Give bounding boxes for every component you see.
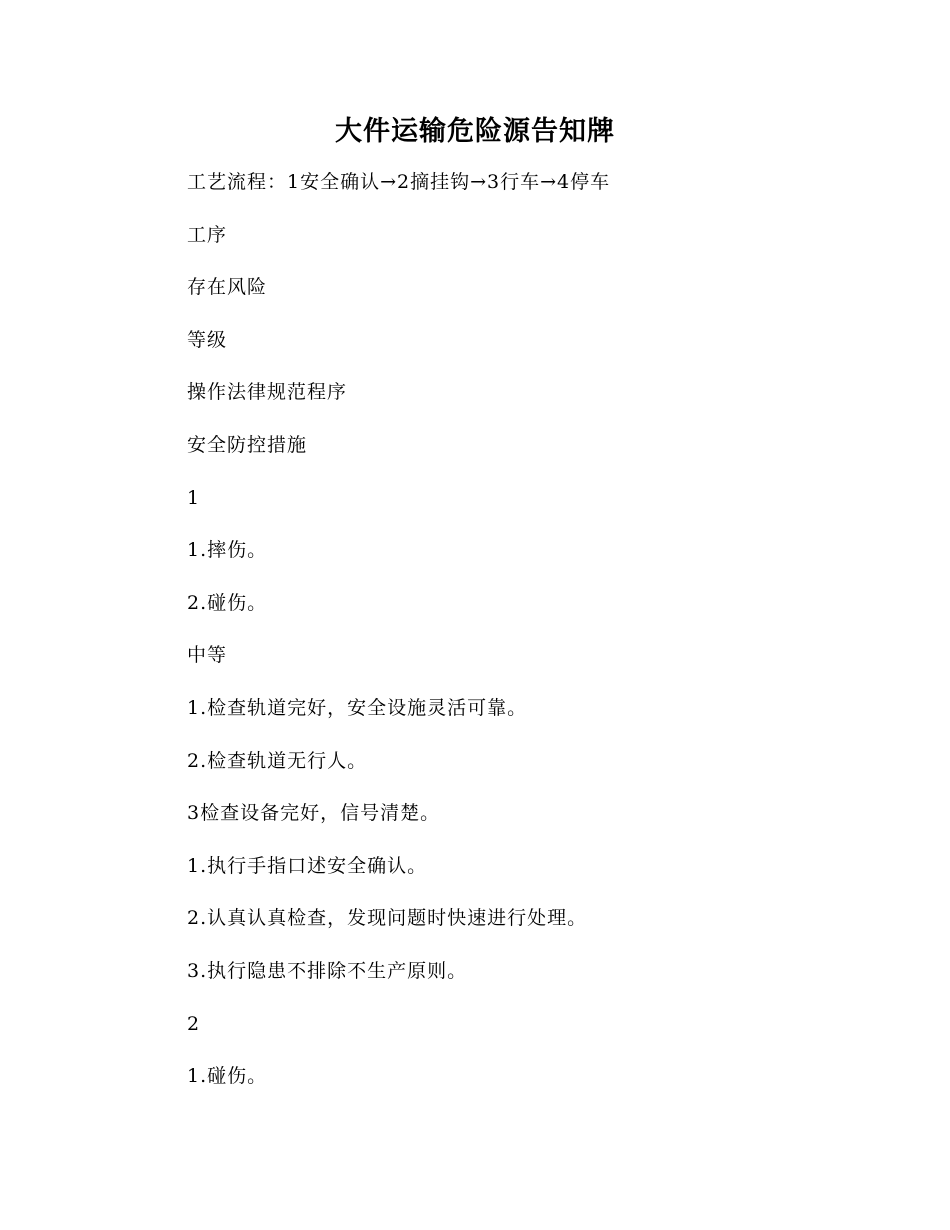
paragraph: 操作法律规范程序 — [187, 381, 348, 404]
paragraph: 2.碰伤。 — [187, 591, 268, 614]
paragraph: 2.认真认真检查，发现问题时快速进行处理。 — [187, 907, 588, 930]
paragraph-process-flow: 工艺流程：1安全确认→2摘挂钩→3行车→4停车 — [187, 171, 611, 193]
document-title: 大件运输危险源告知牌 — [335, 116, 615, 147]
paragraph: 1.摔伤。 — [187, 539, 268, 562]
paragraph: 等级 — [187, 328, 228, 351]
paragraph: 1 — [187, 486, 201, 509]
document-body — [187, 166, 887, 1113]
paragraph: 3.执行隐患不排除不生产原则。 — [187, 959, 468, 982]
paragraph: 1.碰伤。 — [187, 1065, 268, 1088]
paragraph: 1.检查轨道完好，安全设施灵活可靠。 — [187, 696, 528, 719]
paragraph: 3检查设备完好，信号清楚。 — [187, 802, 441, 825]
paragraph: 1.执行手指口述安全确认。 — [187, 854, 428, 877]
paragraph: 存在风险 — [187, 276, 268, 299]
paragraph: 中等 — [187, 644, 228, 667]
paragraph: 2.检查轨道无行人。 — [187, 749, 368, 772]
paragraph: 工序 — [187, 223, 228, 246]
paragraph: 安全防控措施 — [187, 433, 308, 456]
paragraph: 2 — [187, 1012, 201, 1035]
